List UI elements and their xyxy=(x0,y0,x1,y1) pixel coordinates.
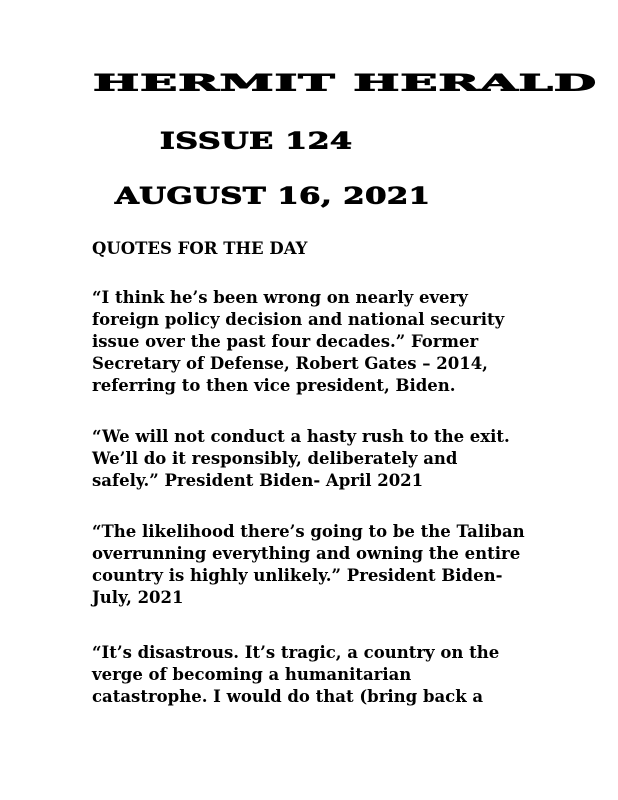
quote-disastrous xyxy=(92,642,532,708)
quote-line: Secretary of Defense, Robert Gates – 2014, xyxy=(92,354,488,373)
masthead-title: HERMIT HERALD xyxy=(93,70,597,97)
quote-line: foreign policy decision and national security xyxy=(92,310,505,329)
quote-line: We’ll do it responsibly, deliberately and xyxy=(92,449,458,468)
quote-line: “We will not conduct a hasty rush to the exit. xyxy=(92,427,510,446)
quote-line: “I think he’s been wrong on nearly every xyxy=(92,288,468,307)
quote-line: country is highly unlikely.” President Biden- xyxy=(92,566,503,585)
quote-biden-april xyxy=(92,426,532,492)
section-heading: QUOTES FOR THE DAY xyxy=(92,239,308,258)
quote-line: issue over the past four decades.” Former xyxy=(92,332,479,351)
quote-biden-july xyxy=(92,521,532,609)
issue-number: ISSUE 124 xyxy=(160,128,353,155)
quote-line: verge of becoming a humanitarian xyxy=(92,665,412,684)
quote-line: referring to then vice president, Biden. xyxy=(92,376,456,395)
quote-line: catastrophe. I would do that (bring back a xyxy=(92,687,484,706)
quote-line: “The likelihood there’s going to be the Taliban xyxy=(92,522,525,541)
quote-line: July, 2021 xyxy=(92,588,184,607)
quote-gates xyxy=(92,287,532,397)
issue-date: AUGUST 16, 2021 xyxy=(115,183,431,210)
quote-line: safely.” President Biden- April 2021 xyxy=(92,471,424,490)
quote-line: “It’s disastrous. It’s tragic, a country on the xyxy=(92,643,500,662)
quote-line: overrunning everything and owning the entire xyxy=(92,544,521,563)
